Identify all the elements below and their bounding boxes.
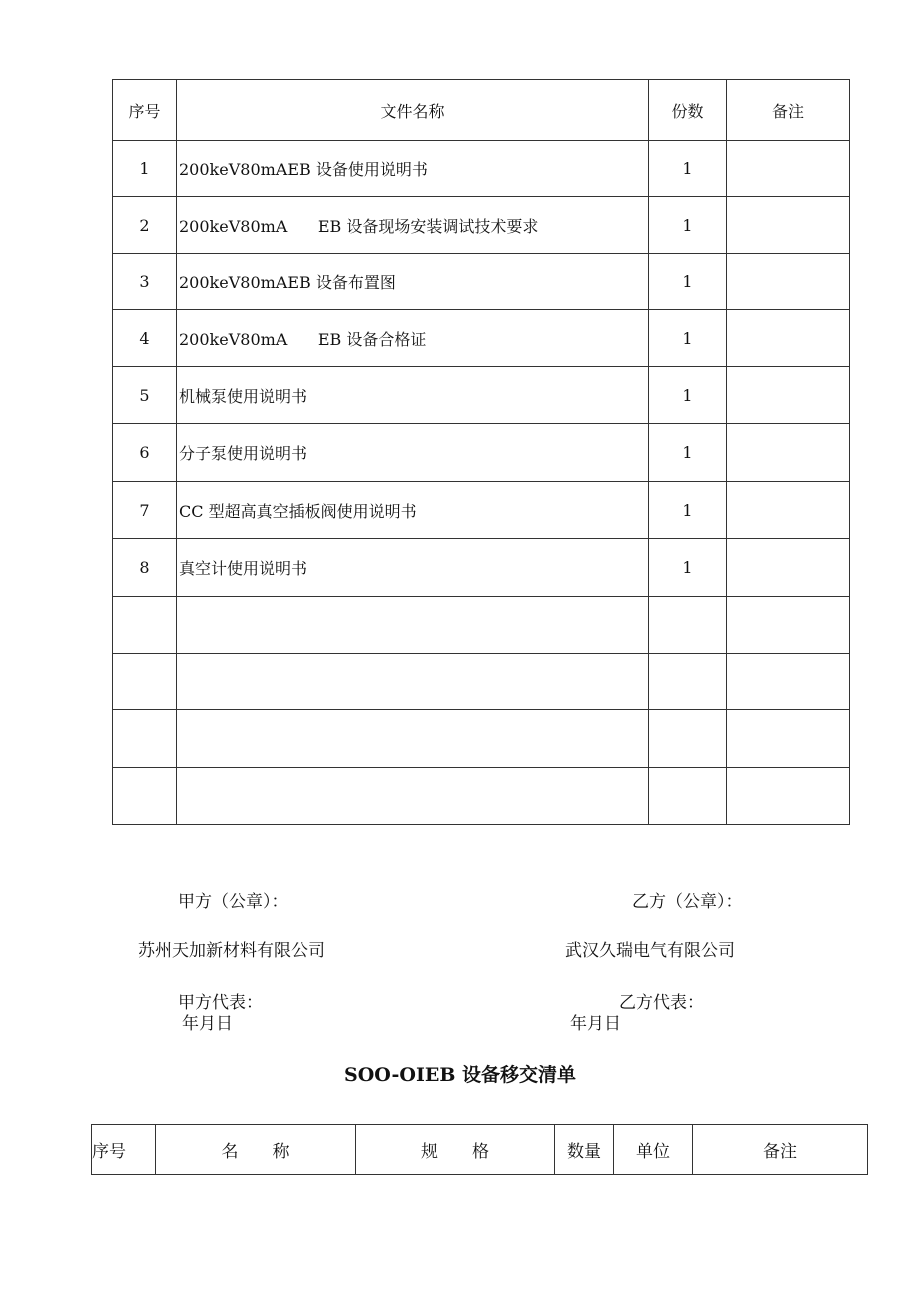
equip-header-name: 名 称 [156, 1125, 356, 1175]
party-a-representative: 甲方代表： [178, 993, 263, 1013]
row-note [727, 768, 850, 825]
row-name: 真空计使用说明书 [177, 539, 649, 597]
row-name: 200keV80mAEB 设备使用说明书 [177, 141, 649, 197]
table-row [113, 141, 850, 197]
row-name [177, 654, 649, 710]
table-row [113, 197, 850, 254]
party-b-date: 年月日 [570, 1014, 621, 1034]
party-a-seal-label: 甲方（公章）： [178, 892, 289, 912]
equip-header-unit: 单位 [614, 1125, 693, 1175]
row-index: 4 [113, 310, 177, 367]
table-header-row [113, 80, 850, 141]
row-index: 8 [113, 539, 177, 597]
row-count: 1 [649, 310, 727, 367]
row-note [727, 710, 850, 768]
row-name: 200keV80mA EB 设备合格证 [177, 310, 649, 367]
row-count [649, 597, 727, 654]
equip-header-index: 序号 [92, 1125, 156, 1175]
party-b-representative: 乙方代表： [619, 993, 704, 1013]
party-b-company: 武汉久瑞电气有限公司 [565, 941, 735, 961]
row-note [727, 654, 850, 710]
row-count: 1 [649, 424, 727, 482]
row-index: 5 [113, 367, 177, 424]
row-count: 1 [649, 482, 727, 539]
table-row [113, 424, 850, 482]
party-a-company: 苏州天加新材料有限公司 [138, 941, 325, 961]
row-name [177, 768, 649, 825]
row-index [113, 597, 177, 654]
table-row [113, 768, 850, 825]
row-note [727, 367, 850, 424]
row-count [649, 768, 727, 825]
row-index: 6 [113, 424, 177, 482]
header-index: 序号 [113, 80, 177, 141]
row-name [177, 597, 649, 654]
row-note [727, 141, 850, 197]
row-name: 200keV80mAEB 设备布置图 [177, 254, 649, 310]
row-note [727, 310, 850, 367]
table-row [113, 654, 850, 710]
row-count: 1 [649, 367, 727, 424]
row-name: 200keV80mA EB 设备现场安装调试技术要求 [177, 197, 649, 254]
table-row [113, 539, 850, 597]
table-row [113, 597, 850, 654]
row-name: CC 型超高真空插板阀使用说明书 [177, 482, 649, 539]
table-row [113, 367, 850, 424]
equipment-list-table [91, 1124, 868, 1175]
party-a-date: 年月日 [182, 1014, 233, 1034]
equipment-list-title: SOO-OIEB 设备移交清单 [344, 1064, 576, 1086]
row-index [113, 654, 177, 710]
row-count [649, 654, 727, 710]
equip-header-spec: 规 格 [356, 1125, 555, 1175]
equip-header-note: 备注 [693, 1125, 868, 1175]
equip-header-quantity: 数量 [555, 1125, 614, 1175]
row-count: 1 [649, 141, 727, 197]
row-count: 1 [649, 197, 727, 254]
header-note: 备注 [727, 80, 850, 141]
header-name: 文件名称 [177, 80, 649, 141]
equipment-header-row [92, 1125, 868, 1175]
row-index: 2 [113, 197, 177, 254]
row-name [177, 710, 649, 768]
row-note [727, 254, 850, 310]
row-count: 1 [649, 254, 727, 310]
table-row [113, 310, 850, 367]
row-index: 1 [113, 141, 177, 197]
table-row [113, 254, 850, 310]
row-note [727, 539, 850, 597]
row-count: 1 [649, 539, 727, 597]
row-note [727, 597, 850, 654]
table-row [113, 482, 850, 539]
row-index [113, 768, 177, 825]
row-index [113, 710, 177, 768]
row-name: 机械泵使用说明书 [177, 367, 649, 424]
row-count [649, 710, 727, 768]
table-row [113, 710, 850, 768]
row-index: 3 [113, 254, 177, 310]
party-b-seal-label: 乙方（公章）： [632, 892, 743, 912]
row-note [727, 197, 850, 254]
document-list-table [112, 79, 850, 825]
row-index: 7 [113, 482, 177, 539]
row-note [727, 482, 850, 539]
row-note [727, 424, 850, 482]
row-name: 分子泵使用说明书 [177, 424, 649, 482]
header-count: 份数 [649, 80, 727, 141]
